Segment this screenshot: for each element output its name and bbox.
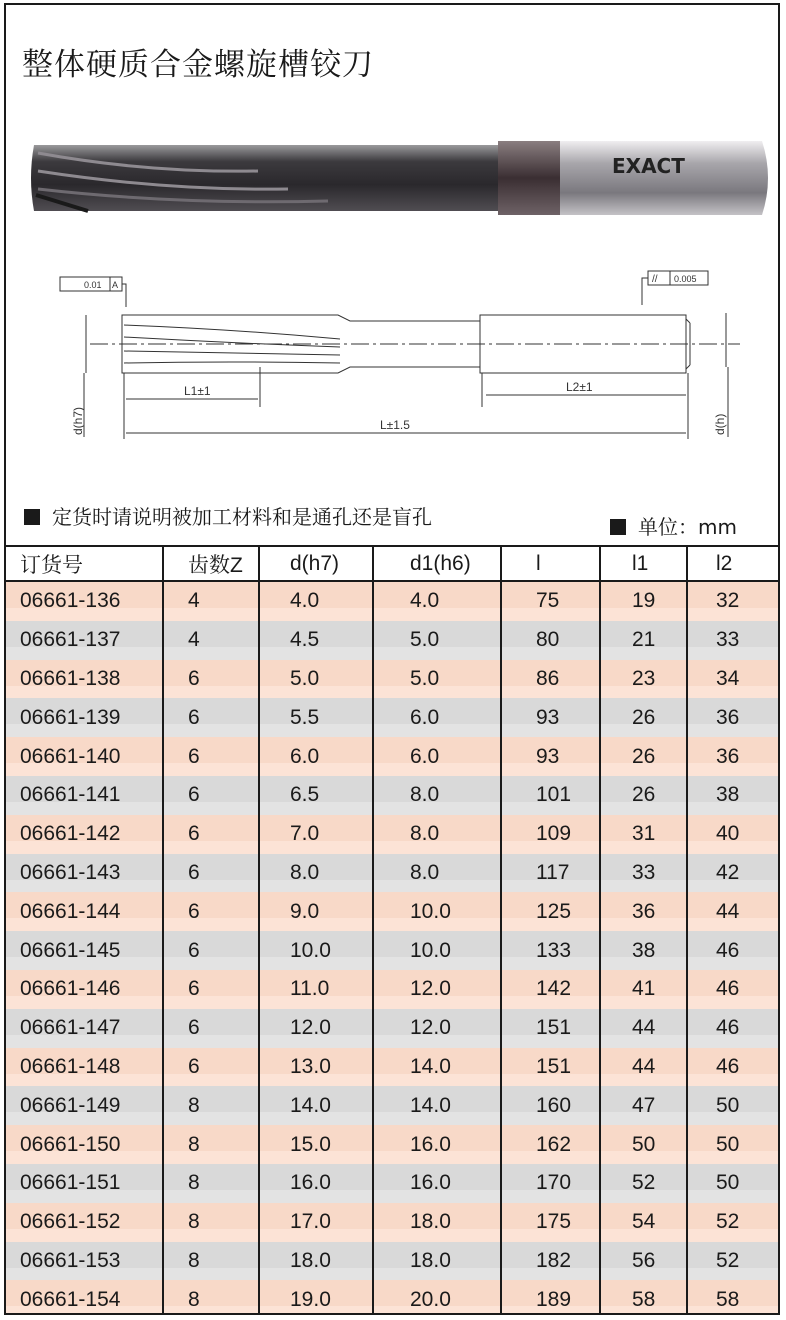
reamer-photo [28, 133, 774, 241]
table-cell: 26 [632, 744, 656, 768]
table-cell: 93 [536, 744, 560, 768]
table-cell: 06661-154 [20, 1287, 121, 1311]
table-cell: 06661-146 [20, 977, 121, 1001]
table-row [6, 1048, 778, 1087]
table-cell: 06661-143 [20, 860, 121, 884]
table-cell: 10.0 [290, 938, 331, 962]
table-row [6, 1280, 778, 1315]
table-cell: 40 [716, 822, 740, 846]
table-cell: 18.0 [410, 1210, 451, 1234]
table-row [6, 854, 778, 893]
table-cell: 06661-138 [20, 666, 121, 690]
table-cell: 13.0 [290, 1054, 331, 1078]
table-cell: 06661-150 [20, 1132, 121, 1156]
table-cell: 4.5 [290, 628, 320, 652]
table-cell: 38 [632, 938, 656, 962]
table-cell: 06661-137 [20, 628, 121, 652]
row-stripe [6, 931, 778, 957]
table-cell: 109 [536, 822, 572, 846]
table-cell: 6 [188, 822, 200, 846]
tolerance-right-symbol: // [652, 274, 658, 285]
catalog-page [4, 3, 780, 1315]
table-row [6, 621, 778, 660]
dimension-drawing [50, 267, 750, 447]
table-cell: 133 [536, 938, 572, 962]
table-cell: 46 [716, 977, 740, 1001]
table-cell: 14.0 [290, 1093, 331, 1117]
table-cell: 8.0 [290, 860, 320, 884]
table-cell: 5.0 [410, 666, 440, 690]
spec-table [6, 545, 778, 1315]
table-cell: 175 [536, 1210, 572, 1234]
table-cell: 6.0 [410, 744, 440, 768]
table-cell: 58 [632, 1287, 656, 1311]
column-divider [258, 545, 260, 1315]
table-cell: 36 [632, 899, 656, 923]
table-header-cell: l2 [716, 551, 733, 575]
table-cell: 117 [536, 860, 570, 884]
dim-d1: d(h) [713, 413, 727, 435]
table-cell: 15.0 [290, 1132, 331, 1156]
table-cell: 21 [632, 628, 656, 652]
table-cell: 18.0 [290, 1248, 331, 1272]
table-cell: 142 [536, 977, 572, 1001]
page-title: 整体硬质合金螺旋槽铰刀 [22, 47, 374, 83]
row-stripe [6, 1086, 778, 1112]
table-row [6, 1164, 778, 1203]
table-cell: 34 [716, 666, 740, 690]
table-cell: 46 [716, 1054, 740, 1078]
table-row [6, 815, 778, 854]
table-cell: 12.0 [290, 1016, 331, 1040]
column-divider [599, 545, 601, 1315]
row-stripe [6, 660, 778, 686]
table-cell: 11.0 [290, 977, 330, 1001]
table-row [6, 737, 778, 776]
row-stripe [6, 815, 778, 841]
table-cell: 101 [536, 783, 572, 807]
table-cell: 06661-145 [20, 938, 121, 962]
row-stripe [6, 582, 778, 608]
row-stripe [6, 1164, 778, 1190]
table-cell: 8 [188, 1210, 200, 1234]
table-header-cell: l1 [632, 551, 649, 575]
table-cell: 20.0 [410, 1287, 451, 1311]
table-cell: 54 [632, 1210, 656, 1234]
table-cell: 75 [536, 589, 560, 613]
table-cell: 93 [536, 705, 560, 729]
table-row [6, 660, 778, 699]
table-cell: 06661-152 [20, 1210, 121, 1234]
table-header-cell: l [536, 551, 541, 575]
table-cell: 50 [632, 1132, 656, 1156]
table-cell: 8 [188, 1248, 200, 1272]
table-cell: 44 [716, 899, 740, 923]
table-cell: 06661-149 [20, 1093, 121, 1117]
table-cell: 4.0 [290, 589, 320, 613]
row-stripe [6, 1125, 778, 1151]
table-cell: 26 [632, 783, 656, 807]
table-cell: 18.0 [410, 1248, 451, 1272]
table-cell: 6 [188, 1054, 200, 1078]
notes-bar [6, 501, 778, 541]
row-stripe [6, 776, 778, 802]
table-cell: 86 [536, 666, 560, 690]
row-stripe [6, 970, 778, 996]
table-cell: 8 [188, 1171, 200, 1195]
table-cell: 151 [536, 1054, 572, 1078]
table-cell: 52 [716, 1248, 740, 1272]
table-cell: 50 [716, 1132, 740, 1156]
table-cell: 5.0 [290, 666, 320, 690]
table-cell: 33 [632, 860, 656, 884]
table-header-row [6, 547, 778, 582]
table-row [6, 931, 778, 970]
table-cell: 6 [188, 899, 200, 923]
table-cell: 19.0 [290, 1287, 331, 1311]
table-cell: 06661-140 [20, 744, 121, 768]
row-stripe [6, 1203, 778, 1229]
table-cell: 4.0 [410, 589, 440, 613]
table-cell: 6 [188, 705, 200, 729]
table-cell: 50 [716, 1171, 740, 1195]
table-cell: 36 [716, 705, 740, 729]
table-cell: 16.0 [410, 1132, 451, 1156]
table-cell: 16.0 [290, 1171, 331, 1195]
table-cell: 56 [632, 1248, 656, 1272]
table-cell: 8.0 [410, 822, 440, 846]
table-cell: 47 [632, 1093, 656, 1117]
row-stripe [6, 698, 778, 724]
order-note [24, 501, 432, 530]
table-cell: 16.0 [410, 1171, 451, 1195]
table-cell: 06661-136 [20, 589, 121, 613]
row-stripe [6, 1009, 778, 1035]
table-header-cell: d1(h6) [410, 551, 471, 575]
table-cell: 8 [188, 1287, 200, 1311]
order-note-text: 定货时请说明被加工材料和是通孔还是盲孔 [52, 505, 432, 529]
dim-l1: L1±1 [184, 384, 211, 398]
table-row [6, 1009, 778, 1048]
table-cell: 8.0 [410, 783, 440, 807]
dim-l2: L2±1 [566, 380, 593, 394]
table-cell: 162 [536, 1132, 572, 1156]
dim-l: L±1.5 [380, 418, 410, 432]
table-cell: 06661-147 [20, 1016, 121, 1040]
table-cell: 4 [188, 628, 200, 652]
table-cell: 46 [716, 1016, 740, 1040]
table-cell: 42 [716, 860, 740, 884]
table-cell: 06661-141 [20, 783, 121, 807]
table-cell: 14.0 [410, 1093, 451, 1117]
table-cell: 19 [632, 589, 656, 613]
dim-d: d(h7) [71, 406, 85, 435]
table-cell: 6 [188, 666, 200, 690]
table-cell: 80 [536, 628, 560, 652]
column-divider [372, 545, 374, 1315]
table-cell: 06661-148 [20, 1054, 121, 1078]
table-cell: 06661-153 [20, 1248, 121, 1272]
tolerance-left-datum: A [112, 280, 119, 290]
table-row [6, 970, 778, 1009]
table-row [6, 582, 778, 621]
table-header-cell: 订货号 [20, 553, 83, 577]
table-cell: 7.0 [290, 822, 320, 846]
square-bullet-icon [610, 519, 626, 535]
table-row [6, 1086, 778, 1125]
table-cell: 6 [188, 783, 200, 807]
table-cell: 12.0 [410, 977, 451, 1001]
table-cell: 06661-139 [20, 705, 121, 729]
table-cell: 12.0 [410, 1016, 451, 1040]
row-stripe [6, 737, 778, 763]
table-cell: 52 [632, 1171, 656, 1195]
tolerance-right-value: 0.005 [674, 274, 697, 284]
table-cell: 52 [716, 1210, 740, 1234]
table-header-cell: d(h7) [290, 551, 340, 575]
unit-note-text: 单位：mm [638, 515, 737, 539]
brand-label: EXACT [612, 154, 685, 178]
table-cell: 58 [716, 1287, 740, 1311]
row-stripe [6, 1280, 778, 1306]
unit-note [610, 511, 737, 540]
table-cell: 6.5 [290, 783, 320, 807]
row-stripe [6, 1048, 778, 1074]
table-cell: 06661-142 [20, 822, 121, 846]
row-stripe [6, 892, 778, 918]
row-stripe [6, 1242, 778, 1268]
table-cell: 170 [536, 1171, 572, 1195]
table-cell: 5.0 [410, 628, 440, 652]
table-cell: 46 [716, 938, 740, 962]
table-cell: 38 [716, 783, 740, 807]
table-cell: 32 [716, 589, 740, 613]
column-divider [500, 545, 502, 1315]
table-cell: 4 [188, 589, 200, 613]
table-cell: 17.0 [290, 1210, 331, 1234]
table-cell: 182 [536, 1248, 572, 1272]
table-cell: 44 [632, 1016, 656, 1040]
table-row [6, 1242, 778, 1281]
table-cell: 31 [632, 822, 656, 846]
table-cell: 5.5 [290, 705, 320, 729]
table-cell: 6 [188, 1016, 200, 1040]
table-cell: 44 [632, 1054, 656, 1078]
table-cell: 50 [716, 1093, 740, 1117]
table-cell: 160 [536, 1093, 572, 1117]
row-stripe [6, 854, 778, 880]
table-row [6, 698, 778, 737]
table-cell: 10.0 [410, 899, 451, 923]
table-row [6, 1125, 778, 1164]
table-cell: 26 [632, 705, 656, 729]
table-row [6, 892, 778, 931]
table-cell: 189 [536, 1287, 572, 1311]
table-cell: 6 [188, 977, 200, 1001]
table-cell: 6 [188, 860, 200, 884]
table-cell: 6 [188, 744, 200, 768]
square-bullet-icon [24, 509, 40, 525]
table-cell: 8 [188, 1093, 200, 1117]
table-cell: 9.0 [290, 899, 320, 923]
table-cell: 14.0 [410, 1054, 451, 1078]
table-cell: 41 [632, 977, 656, 1001]
table-cell: 151 [536, 1016, 572, 1040]
table-header-cell: 齿数Z [188, 553, 243, 577]
tolerance-left-value: 0.01 [84, 280, 102, 290]
table-cell: 8.0 [410, 860, 440, 884]
table-cell: 06661-144 [20, 899, 121, 923]
table-row [6, 776, 778, 815]
table-cell: 125 [536, 899, 572, 923]
table-cell: 33 [716, 628, 740, 652]
table-cell: 6.0 [290, 744, 320, 768]
table-cell: 06661-151 [20, 1171, 121, 1195]
table-row [6, 1203, 778, 1242]
table-cell: 36 [716, 744, 740, 768]
table-cell: 8 [188, 1132, 200, 1156]
table-cell: 23 [632, 666, 656, 690]
column-divider [162, 545, 164, 1315]
table-cell: 10.0 [410, 938, 451, 962]
table-cell: 6.0 [410, 705, 440, 729]
column-divider [686, 545, 688, 1315]
table-cell: 6 [188, 938, 200, 962]
row-stripe [6, 621, 778, 647]
